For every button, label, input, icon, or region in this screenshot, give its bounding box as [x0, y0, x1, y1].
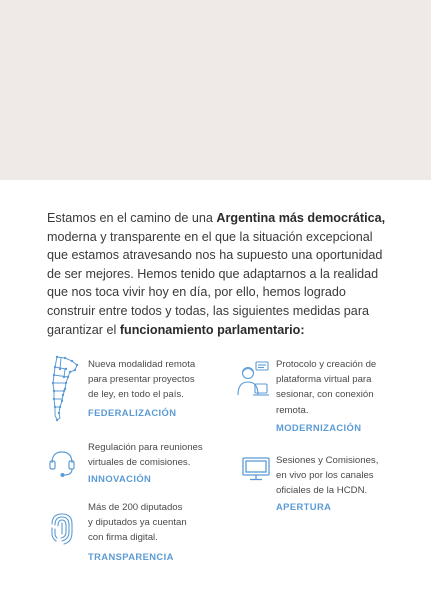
monitor-icon [242, 457, 270, 481]
person-at-computer-icon [236, 359, 270, 399]
feature-apertura-label: APERTURA [276, 501, 332, 512]
feature-innovacion [44, 440, 234, 488]
intro-text-2: moderna y transparente en el que la situación excepcional que estamos atravesando nos ha supuesto una oportunidad de ser mejores. Hemos tenido que adaptarnos a la realidad que nos toca vivir hoy en día, por ello, hemos logrado construir entre todos y todas, las siguientes medidas para garantizar el [47, 229, 383, 337]
feature-transparencia-label: TRANSPARENCIA [88, 551, 174, 562]
intro-bold-2: funcionamiento parlamentario: [119, 322, 305, 337]
feature-modernizacion-text: Protocolo y creación de plataforma virtual para sesionar, con conexión remota. [276, 359, 377, 416]
feature-modernizacion-label: MODERNIZACIÓN [276, 422, 362, 433]
top-color-band [0, 0, 431, 180]
fingerprint-icon [48, 512, 76, 546]
feature-apertura [236, 453, 426, 515]
feature-federalizacion-text: Nueva modalidad remota para presentar proyectos de ley, en todo el país. [88, 359, 196, 401]
feature-innovacion-label: INNOVACIÓN [88, 473, 152, 484]
feature-modernizacion [236, 355, 426, 440]
feature-transparencia-text: Más de 200 diputados y diputados ya cuentan con firma digital. [88, 502, 187, 544]
argentina-map-icon [48, 355, 82, 423]
feature-innovacion-text: Regulación para reuniones virtuales de comisiones. [88, 442, 203, 469]
feature-federalizacion [44, 355, 224, 425]
feature-transparencia [44, 500, 234, 566]
intro-bold-1: Argentina más democrática, [216, 211, 386, 225]
feature-federalizacion-label: FEDERALIZACIÓN [88, 407, 177, 418]
intro-paragraph [47, 209, 397, 339]
feature-apertura-text: Sesiones y Comisiones, en vivo por los canales oficiales de la HCDN. [276, 455, 379, 497]
intro-text-1: Estamos en el camino de una [47, 211, 217, 225]
headset-icon [48, 448, 76, 478]
